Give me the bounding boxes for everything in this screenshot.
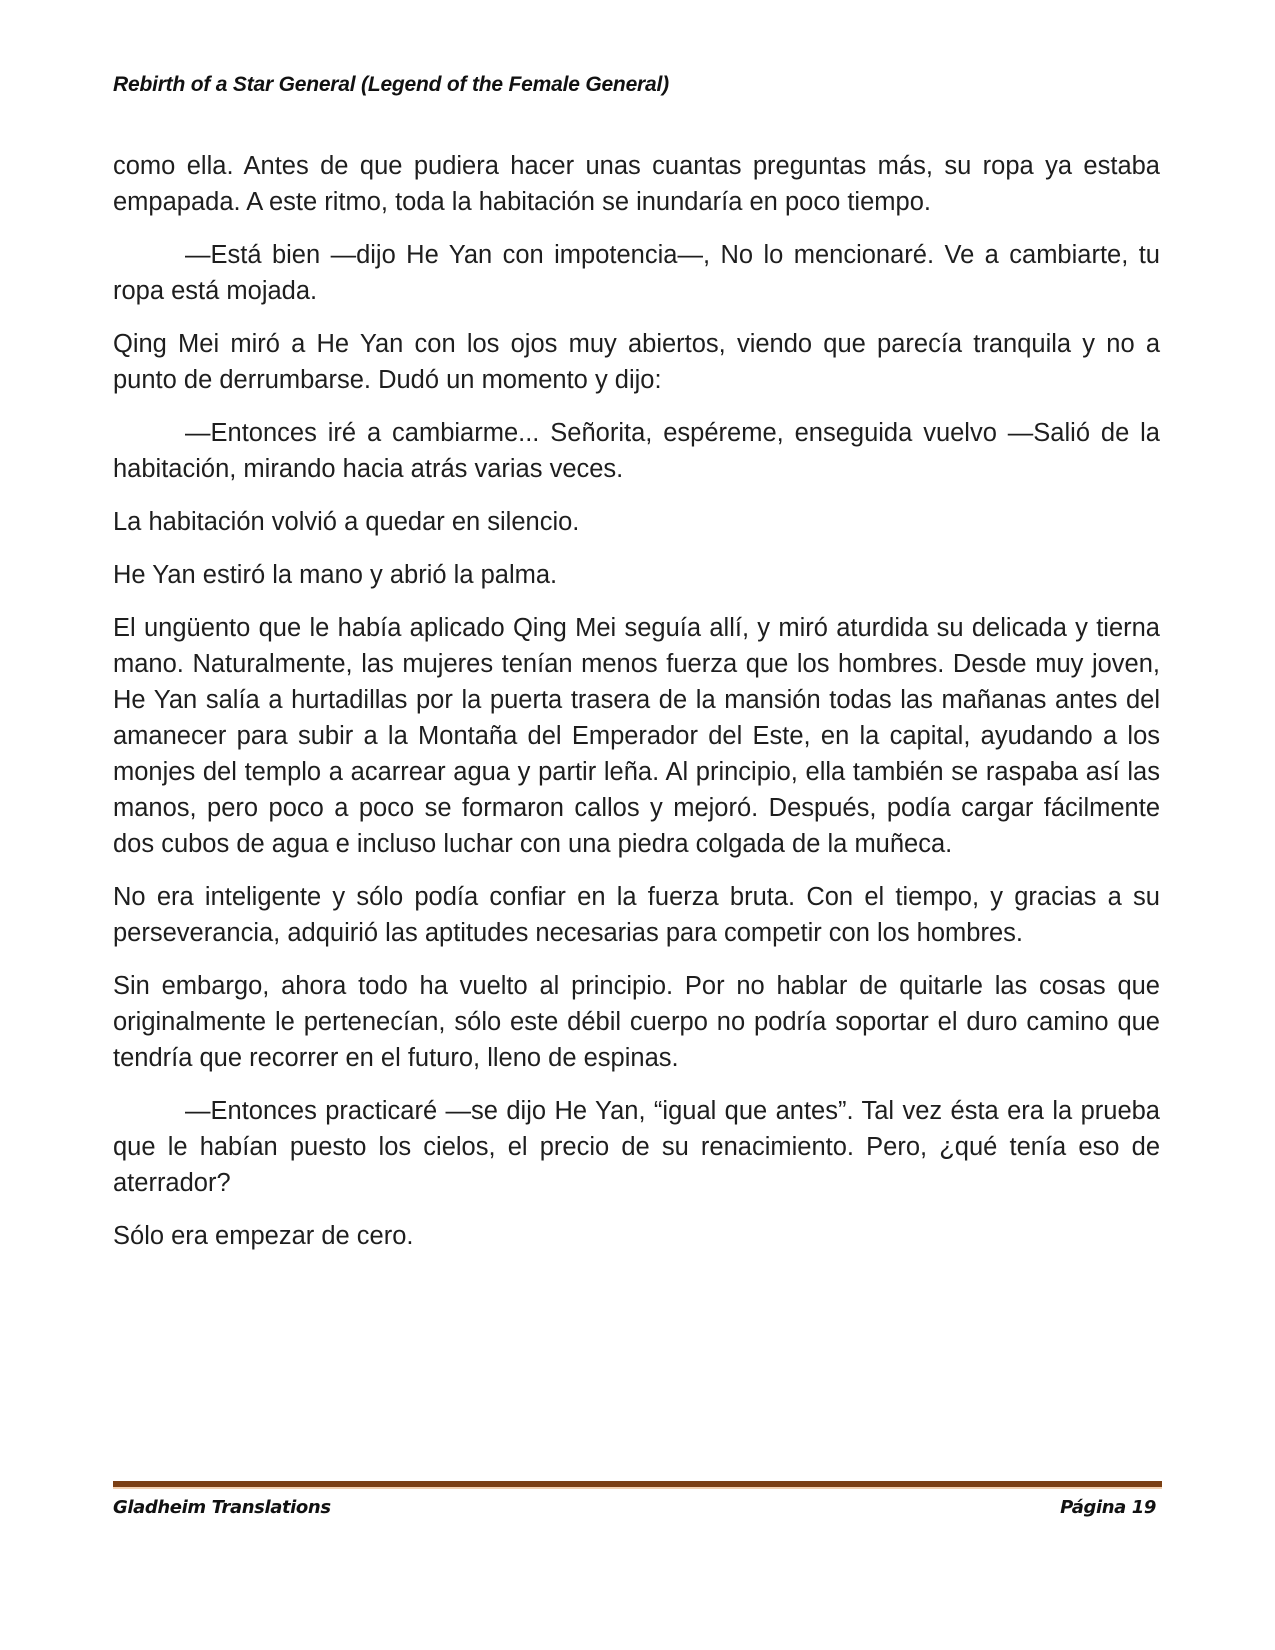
paragraph: Sólo era empezar de cero. — [113, 1222, 414, 1250]
paragraph: Sin embargo, ahora todo ha vuelto al principio. Por no hablar de quitarle las cosas que originalmente le pertenecían, sólo este débil cuerpo no podría soportar el duro camino que tendría que recorrer en el futuro, lleno de espinas. — [113, 972, 1160, 1072]
footer-page-number: Página 19 — [1060, 1497, 1156, 1518]
paragraph: El ungüento que le había aplicado Qing Mei seguía allí, y miró aturdida su delicada y tierna mano. Naturalmente, las mujeres tenían menos fuerza que los hombres. Desde muy joven, He Yan salía a hurtadillas por la puerta trasera de la mansión todas las mañanas antes del amanecer para subir a la Montaña del Emperador del Este, en la capital, ayudando a los monjes del templo a acarrear agua y partir leña. Al principio, ella también se raspaba así las manos, pero poco a poco se formaron callos y mejoró. Después, podía cargar fácilmente dos cubos de agua e incluso luchar con una piedra colgada de la muñeca. — [113, 614, 1160, 858]
document-body — [113, 148, 1160, 1271]
paragraph-dialogue: —Entonces practicaré —se dijo He Yan, “igual que antes”. Tal vez ésta era la prueba que le habían puesto los cielos, el precio de su renacimiento. Pero, ¿qué tenía eso de aterrador? — [113, 1097, 1160, 1197]
paragraph: como ella. Antes de que pudiera hacer unas cuantas preguntas más, su ropa ya estaba empapada. A este ritmo, toda la habitación se inundaría en poco tiempo. — [113, 152, 1160, 216]
paragraph: La habitación volvió a quedar en silencio. — [113, 508, 580, 536]
paragraph-dialogue: —Entonces iré a cambiarme... Señorita, espéreme, enseguida vuelvo —Salió de la habitación, mirando hacia atrás varias veces. — [113, 419, 1160, 483]
footer-divider-highlight — [113, 1487, 1162, 1489]
footer-publisher: Gladheim Translations — [113, 1497, 331, 1518]
page-header-title: Rebirth of a Star General (Legend of the Female General) — [113, 73, 669, 96]
paragraph-dialogue: —Está bien —dijo He Yan con impotencia—, No lo mencionaré. Ve a cambiarte, tu ropa está mojada. — [113, 241, 1160, 305]
paragraph: No era inteligente y sólo podía confiar en la fuerza bruta. Con el tiempo, y gracias a su perseverancia, adquirió las aptitudes necesarias para competir con los hombres. — [113, 883, 1160, 947]
paragraph: He Yan estiró la mano y abrió la palma. — [113, 561, 558, 589]
paragraph: Qing Mei miró a He Yan con los ojos muy abiertos, viendo que parecía tranquila y no a punto de derrumbarse. Dudó un momento y dijo: — [113, 330, 1160, 394]
